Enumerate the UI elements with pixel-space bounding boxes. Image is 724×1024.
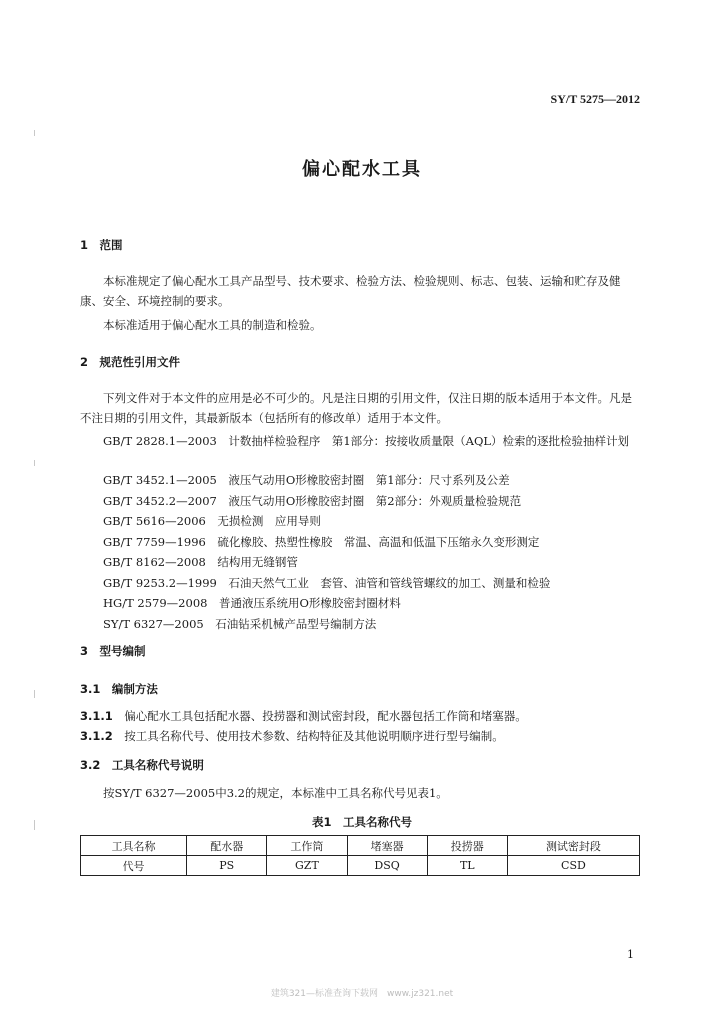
reference-code: GB/T 5616—2006 (103, 514, 206, 528)
table-cell: 代号 (81, 856, 187, 876)
section-2-heading: 2 规范性引用文件 (80, 355, 181, 369)
table-cell: DSQ (347, 856, 427, 876)
reference-item (103, 470, 550, 491)
table-header-row (81, 836, 640, 856)
table-cell: TL (427, 856, 507, 876)
section-3-heading: 3 型号编制 (80, 644, 146, 658)
section-1-heading: 1 范围 (80, 238, 123, 252)
table-header-cell: 工具名称 (81, 836, 187, 856)
clause-text: 偏心配水工具包括配水器、投捞器和测试密封段，配水器包括工作筒和堵塞器。 (124, 709, 527, 723)
reference-item (103, 593, 550, 614)
reference-title: 液压气动用O形橡胶密封圈 第1部分：尺寸系列及公差 (228, 473, 510, 487)
reference-title: 结构用无缝钢管 (217, 555, 298, 569)
table-caption: 表1 工具名称代号 (311, 815, 412, 829)
table-header-cell: 投捞器 (427, 836, 507, 856)
section-1-para-2: 本标准适用于偏心配水工具的制造和检验。 (103, 318, 322, 332)
table-header-cell: 配水器 (187, 836, 267, 856)
reference-gb-2828: GB/T 2828.1—2003 计数抽样检验程序 第1部分：按接收质量限（AQL）检索的逐批检验抽样计划 (103, 434, 630, 448)
footer-watermark: 建筑321—标准查询下载网 www.jz321.net (270, 989, 454, 999)
reference-list (103, 470, 550, 634)
reference-item (103, 532, 550, 553)
reference-item (103, 552, 550, 573)
scan-mark (34, 690, 35, 698)
reference-code: GB/T 3452.1—2005 (103, 473, 217, 487)
reference-title: 普通液压系统用O形橡胶密封圈材料 (218, 596, 401, 610)
table-header-cell: 工作筒 (267, 836, 347, 856)
section-3-1-heading: 3.1 编制方法 (80, 682, 158, 696)
clause-number: 3.1.1 (80, 709, 113, 723)
reference-code: SY/T 6327—2005 (103, 616, 204, 631)
clause-number: 3.1.2 (80, 729, 113, 743)
section-3-2-heading: 3.2 工具名称代号说明 (80, 758, 204, 772)
scan-mark (34, 130, 35, 136)
reference-title: 石油天然气工业 套管、油管和管线管螺纹的加工、测量和检验 (228, 575, 551, 590)
table-cell: CSD (507, 856, 639, 876)
reference-title: 无损检测 应用导则 (217, 514, 321, 528)
reference-code: HG/T 2579—2008 (103, 596, 208, 610)
reference-code: GB/T 3452.2—2007 (103, 493, 217, 508)
clause-text: 按工具名称代号、使用技术参数、结构特征及其他说明顺序进行型号编制。 (124, 729, 504, 743)
reference-title: 液压气动用O形橡胶密封圈 第2部分：外观质量检验规范 (228, 493, 522, 508)
section-2-intro: 下列文件对于本文件的应用是必不可少的。凡是注日期的引用文件，仅注日期的版本适用于本文件。凡是不注日期的引用文件，其最新版本（包括所有的修改单）适用于本文件。 (80, 391, 632, 425)
document-title: 偏心配水工具 (302, 159, 422, 180)
tool-code-table (80, 835, 640, 876)
section-1-para-1: 本标准规定了偏心配水工具产品型号、技术要求、检验方法、检验规则、标志、包装、运输和贮存及健康、安全、环境控制的要求。 (80, 274, 621, 308)
table-row (81, 856, 640, 876)
table-header-cell: 堵塞器 (347, 836, 427, 856)
table-cell: PS (187, 856, 267, 876)
scan-mark (34, 460, 35, 466)
reference-item (103, 511, 550, 532)
clause-3-1-2 (80, 726, 642, 746)
table-cell: GZT (267, 856, 347, 876)
reference-item (103, 491, 550, 512)
section-3-2-text: 按SY/T 6327—2005中3.2的规定，本标准中工具名称代号见表1。 (103, 786, 448, 800)
reference-title: 石油钻采机械产品型号编制方法 (215, 616, 377, 631)
reference-item (103, 573, 550, 594)
reference-item (103, 614, 550, 635)
reference-code: GB/T 9253.2—1999 (103, 575, 217, 590)
reference-code: GB/T 8162—2008 (103, 555, 206, 569)
clause-3-1-1 (80, 706, 642, 726)
standard-code: SY/T 5275—2012 (550, 92, 640, 106)
reference-code: GB/T 7759—1996 (103, 534, 206, 549)
page-number: 1 (627, 948, 634, 961)
reference-title: 硫化橡胶、热塑性橡胶 常温、高温和低温下压缩永久变形测定 (217, 534, 540, 549)
table-header-cell: 测试密封段 (507, 836, 639, 856)
